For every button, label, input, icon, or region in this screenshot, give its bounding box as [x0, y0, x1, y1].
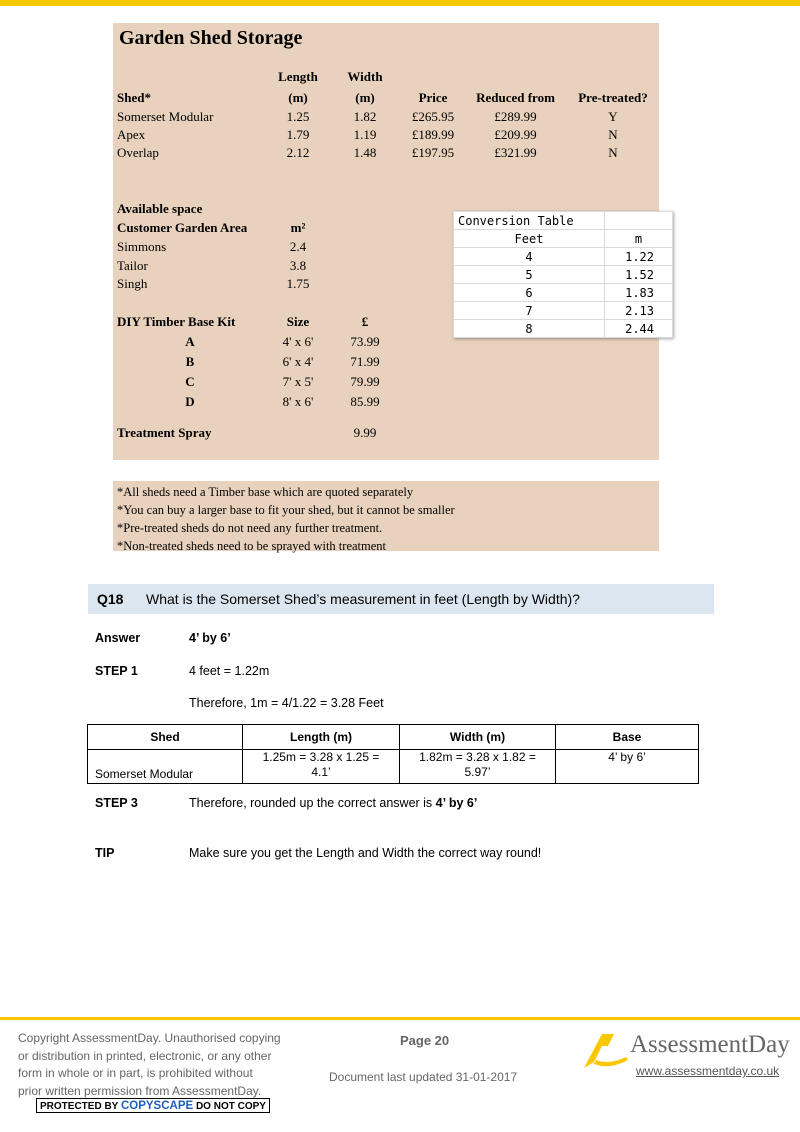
step3-text: Therefore, rounded up the correct answer is: [189, 796, 436, 810]
tip-label: TIP: [95, 846, 115, 860]
table-row: [454, 248, 673, 266]
kit-code: D: [185, 394, 195, 409]
copyscape-pre: PROTECTED BY: [40, 1101, 121, 1112]
answer-value: 4’ by 6’: [189, 631, 231, 645]
copyscape-badge[interactable]: [36, 1098, 270, 1113]
kit-code: A: [185, 334, 195, 349]
table-row: [454, 320, 673, 338]
shed-width: 1.48: [353, 145, 377, 160]
area-unit: m²: [290, 220, 306, 235]
answer-width-line1: 1.82m = 3.28 x 1.82 =: [419, 750, 536, 764]
copyscape-post: DO NOT COPY: [193, 1101, 266, 1112]
kit-size: 7' x 5': [282, 374, 314, 389]
shed-price: £197.95: [411, 145, 455, 160]
note-line: *Non-treated sheds need to be sprayed with treatment: [117, 539, 387, 553]
table-row: [454, 284, 673, 302]
width-header: Width: [347, 69, 383, 84]
conversion-table: [453, 211, 673, 338]
shed-pretreated: Y: [608, 109, 618, 124]
shed-length: 2.12: [286, 145, 310, 160]
available-space-heading: Available space: [117, 201, 203, 216]
answer-shed: Somerset Modular: [88, 750, 243, 784]
step1-label: STEP 1: [95, 664, 138, 678]
note-line: *Pre-treated sheds do not need any further treatment.: [117, 521, 383, 535]
panel-title: Garden Shed Storage: [119, 27, 303, 49]
customer-name: Simmons: [117, 239, 167, 254]
feet-header: Feet: [454, 230, 605, 248]
step1-therefore: Therefore, 1m = 4/1.22 = 3.28 Feet: [189, 696, 384, 710]
top-accent-bar: [0, 0, 800, 6]
table-row: [88, 750, 699, 784]
kit-price: 85.99: [350, 394, 380, 409]
copyright-line: Copyright AssessmentDay. Unauthorised copying: [18, 1031, 281, 1045]
shed-price: £265.95: [411, 109, 455, 124]
length-header: Length: [278, 69, 318, 84]
kit-price: 71.99: [350, 354, 380, 369]
answer-length-line1: 1.25m = 3.28 x 1.25 =: [262, 750, 380, 764]
feet-cell: 4: [454, 248, 605, 266]
col-width-header: Width (m): [400, 725, 556, 750]
kit-size: 6' x 4': [282, 354, 314, 369]
kit-size-header: Size: [286, 314, 310, 329]
kit-price: 73.99: [350, 334, 380, 349]
shed-width: 1.19: [353, 127, 377, 142]
shed-reduced: £209.99: [494, 127, 537, 142]
m-cell: 1.83: [605, 284, 673, 302]
copyright-line: or distribution in printed, electronic, or any other: [18, 1048, 272, 1063]
note-line: *You can buy a larger base to fit your shed, but it cannot be smaller: [117, 503, 455, 517]
m-cell: 2.44: [605, 320, 673, 338]
feet-cell: 6: [454, 284, 605, 302]
col-shed-header: Shed: [88, 725, 243, 750]
spray-label: Treatment Spray: [117, 425, 212, 440]
last-updated: Document last updated 31-01-2017: [329, 1070, 518, 1084]
question-number: Q18: [97, 591, 124, 607]
table-row: [454, 266, 673, 284]
assessmentday-logo-icon: [580, 1030, 630, 1072]
kit-code: C: [185, 374, 195, 389]
shed-reduced: £289.99: [494, 109, 537, 124]
step3-line: [189, 796, 477, 810]
conversion-title: Conversion Table: [454, 212, 605, 230]
question-text: What is the Somerset Shed’s measurement in feet (Length by Width)?: [146, 591, 580, 607]
width-unit: (m): [355, 90, 375, 105]
copyright-notice: [18, 1030, 308, 1100]
tip-text: Make sure you get the Length and Width the correct way round!: [189, 846, 542, 860]
m-cell: 1.22: [605, 248, 673, 266]
pretreated-header: Pre-treated?: [578, 90, 648, 105]
step1-text: 4 feet = 1.22m: [189, 664, 270, 678]
table-row: [454, 302, 673, 320]
col-base-header: Base: [556, 725, 699, 750]
length-unit: (m): [288, 90, 308, 105]
customer-area: 3.8: [289, 258, 307, 273]
shed-header: Shed*: [117, 90, 151, 105]
answer-length: [243, 750, 400, 784]
copyright-line: prior written permission from AssessmentDay.: [18, 1083, 262, 1098]
note-line: *All sheds need a Timber base which are quoted separately: [117, 485, 414, 499]
shed-name: Somerset Modular: [117, 109, 214, 124]
shed-width: 1.82: [353, 109, 377, 124]
feet-cell: 5: [454, 266, 605, 284]
page-number: Page 20: [400, 1033, 450, 1048]
customer-name: Tailor: [117, 258, 148, 273]
feet-cell: 7: [454, 302, 605, 320]
kit-price-header: £: [361, 314, 369, 329]
m-cell: 2.13: [605, 302, 673, 320]
notes-box: [113, 481, 659, 551]
shed-length: 1.79: [286, 127, 310, 142]
col-length-header: Length (m): [243, 725, 400, 750]
kit-code: B: [185, 354, 195, 369]
answer-width: [400, 750, 556, 784]
m-cell: 1.52: [605, 266, 673, 284]
spray-price: 9.99: [353, 425, 377, 440]
feet-cell: 8: [454, 320, 605, 338]
m-header: m: [605, 230, 673, 248]
footer-accent-line: [0, 1017, 800, 1020]
kit-size: 8' x 6': [282, 394, 314, 409]
price-header: Price: [418, 90, 448, 105]
customer-area-header: Customer Garden Area: [117, 220, 248, 235]
shed-length: 1.25: [286, 109, 310, 124]
shed-price: £189.99: [411, 127, 455, 142]
step3-label: STEP 3: [95, 796, 138, 810]
step3-answer: 4’ by 6’: [435, 796, 478, 810]
question-bar: [88, 584, 714, 614]
customer-area: 1.75: [286, 276, 310, 291]
answer-label: Answer: [95, 631, 141, 645]
shed-reduced: £321.99: [494, 145, 537, 160]
answer-base: 4’ by 6’: [556, 750, 699, 784]
customer-name: Singh: [117, 276, 148, 291]
kit-size: 4' x 6': [282, 334, 314, 349]
kit-header: DIY Timber Base Kit: [117, 314, 236, 329]
copyscape-brand: COPYSCAPE: [120, 1100, 194, 1112]
kit-price: 79.99: [350, 374, 380, 389]
answer-length-line2: 4.1’: [311, 765, 331, 779]
shed-pretreated: N: [608, 127, 618, 142]
answer-width-line2: 5.97’: [464, 765, 491, 779]
answer-table: [87, 724, 699, 784]
shed-name: Overlap: [117, 145, 159, 160]
shed-pretreated: N: [608, 145, 618, 160]
brand-url-link[interactable]: www.assessmentday.co.uk: [636, 1064, 780, 1078]
shed-name: Apex: [117, 127, 146, 142]
brand-name: AssessmentDay: [630, 1031, 790, 1058]
customer-area: 2.4: [289, 239, 307, 254]
copyright-line: form in whole or in part, is prohibited without: [18, 1066, 253, 1080]
reduced-header: Reduced from: [476, 90, 555, 105]
